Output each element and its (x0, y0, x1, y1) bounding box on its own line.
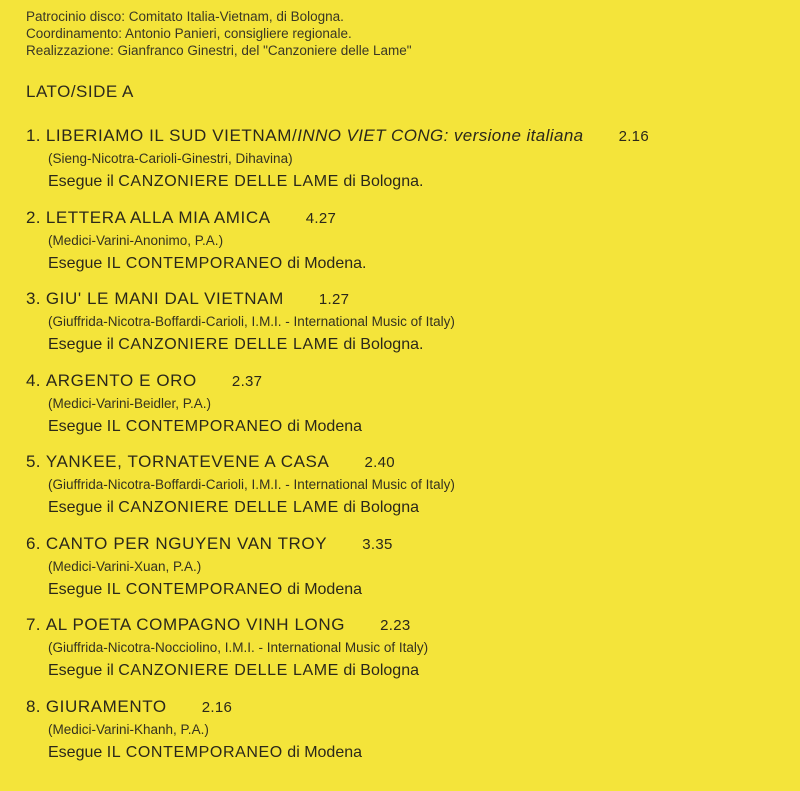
performer-suffix: di Bologna. (338, 336, 424, 353)
track-item (26, 208, 786, 290)
track-item (26, 371, 786, 453)
performer-suffix: di Bologna. (338, 173, 424, 190)
performer-group: IL CONTEMPORANEO (106, 580, 283, 598)
performer-suffix: di Modena (282, 743, 363, 761)
track-performer (48, 498, 786, 518)
track-authors: (Medici-Varini-Anonimo, P.A.) (48, 232, 224, 248)
track-number: 2. (26, 207, 41, 227)
track-duration: 3.35 (362, 535, 393, 553)
track-duration: 4.27 (305, 209, 337, 227)
track-number: 6. (26, 533, 41, 553)
track-authors: (Giuffrida-Nicotra-Nocciolino, I.M.I. - International Music of Italy) (48, 640, 429, 655)
track-item (26, 126, 786, 208)
performer-suffix: di Modena (282, 580, 363, 598)
track-item (26, 452, 786, 534)
track-item (26, 615, 786, 697)
performer-group: IL CONTEMPORANEO (106, 417, 283, 435)
track-title: GIURAMENTO (45, 696, 167, 716)
track-performer (48, 254, 786, 274)
track-authors: (Medici-Varini-Beidler, P.A.) (48, 395, 212, 411)
track-duration: 2.40 (364, 454, 395, 471)
performer-group: IL CONTEMPORANEO (106, 254, 283, 272)
side-label: LATO/SIDE A (26, 82, 134, 101)
track-duration: 2.16 (618, 128, 649, 145)
track-title: YANKEE, TORNATEVENE A CASA (45, 452, 330, 471)
credits-block (26, 8, 412, 59)
track-item (26, 534, 786, 616)
performer-prefix: Esegue il (48, 336, 119, 353)
track-authors: (Sieng-Nicotra-Carioli-Ginestri, Dihavina) (48, 151, 293, 166)
track-authors: (Giuffrida-Nicotra-Boffardi-Carioli, I.M.I. - International Music of Italy) (48, 314, 455, 329)
performer-prefix: Esegue il (48, 499, 119, 516)
performer-prefix: Esegue (48, 417, 107, 435)
performer-prefix: Esegue (48, 580, 107, 598)
track-authors: (Medici-Varini-Khanh, P.A.) (48, 721, 209, 737)
performer-prefix: Esegue (48, 254, 107, 272)
credit-sponsor: Patrocinio disco: Comitato Italia-Vietnam, di Bologna. (26, 9, 344, 24)
track-authors: (Giuffrida-Nicotra-Boffardi-Carioli, I.M.I. - International Music of Italy) (48, 477, 455, 492)
credit-coordination: Coordinamento: Antonio Panieri, consigliere regionale. (26, 26, 352, 41)
track-number: 5. (26, 452, 41, 471)
performer-group: CANZONIERE DELLE LAME (118, 499, 339, 516)
track-title: GIU' LE MANI DAL VIETNAM (45, 289, 284, 308)
performer-group: IL CONTEMPORANEO (106, 743, 283, 761)
track-title: CANTO PER NGUYEN VAN TROY (45, 533, 328, 553)
track-duration: 2.16 (201, 698, 233, 716)
track-duration: 1.27 (318, 291, 350, 308)
performer-group: CANZONIERE DELLE LAME (118, 173, 339, 190)
performer-prefix: Esegue il (48, 662, 119, 679)
performer-suffix: di Bologna (338, 499, 419, 516)
track-list (26, 126, 786, 778)
track-title: ARGENTO E ORO (45, 370, 197, 390)
track-title: AL POETA COMPAGNO VINH LONG (45, 615, 346, 634)
track-duration: 2.23 (380, 617, 411, 634)
performer-group: CANZONIERE DELLE LAME (118, 662, 339, 679)
track-performer (48, 580, 786, 600)
track-item (26, 289, 786, 371)
track-performer (48, 172, 786, 192)
track-number: 7. (26, 615, 41, 634)
performer-group: CANZONIERE DELLE LAME (118, 336, 339, 353)
track-number: 4. (26, 370, 41, 390)
track-alt-title: INNO VIET CONG: versione italiana (297, 126, 584, 145)
credit-production: Realizzazione: Gianfranco Ginestri, del "Canzoniere delle Lame" (26, 43, 412, 58)
performer-suffix: di Bologna (338, 662, 419, 679)
track-number: 3. (26, 289, 41, 308)
track-performer (48, 743, 786, 763)
track-duration: 2.37 (231, 372, 263, 390)
performer-suffix: di Modena (282, 417, 363, 435)
track-performer (48, 335, 786, 355)
performer-prefix: Esegue (48, 743, 107, 761)
performer-suffix: di Modena. (282, 254, 367, 272)
performer-prefix: Esegue il (48, 173, 119, 190)
track-title: LIBERIAMO IL SUD VIETNAM/ (45, 126, 298, 145)
track-performer (48, 661, 786, 681)
track-item (26, 697, 786, 779)
track-performer (48, 417, 786, 437)
track-number: 1. (26, 126, 41, 145)
track-title: LETTERA ALLA MIA AMICA (45, 207, 271, 227)
track-number: 8. (26, 696, 41, 716)
track-authors: (Medici-Varini-Xuan, P.A.) (48, 558, 202, 574)
